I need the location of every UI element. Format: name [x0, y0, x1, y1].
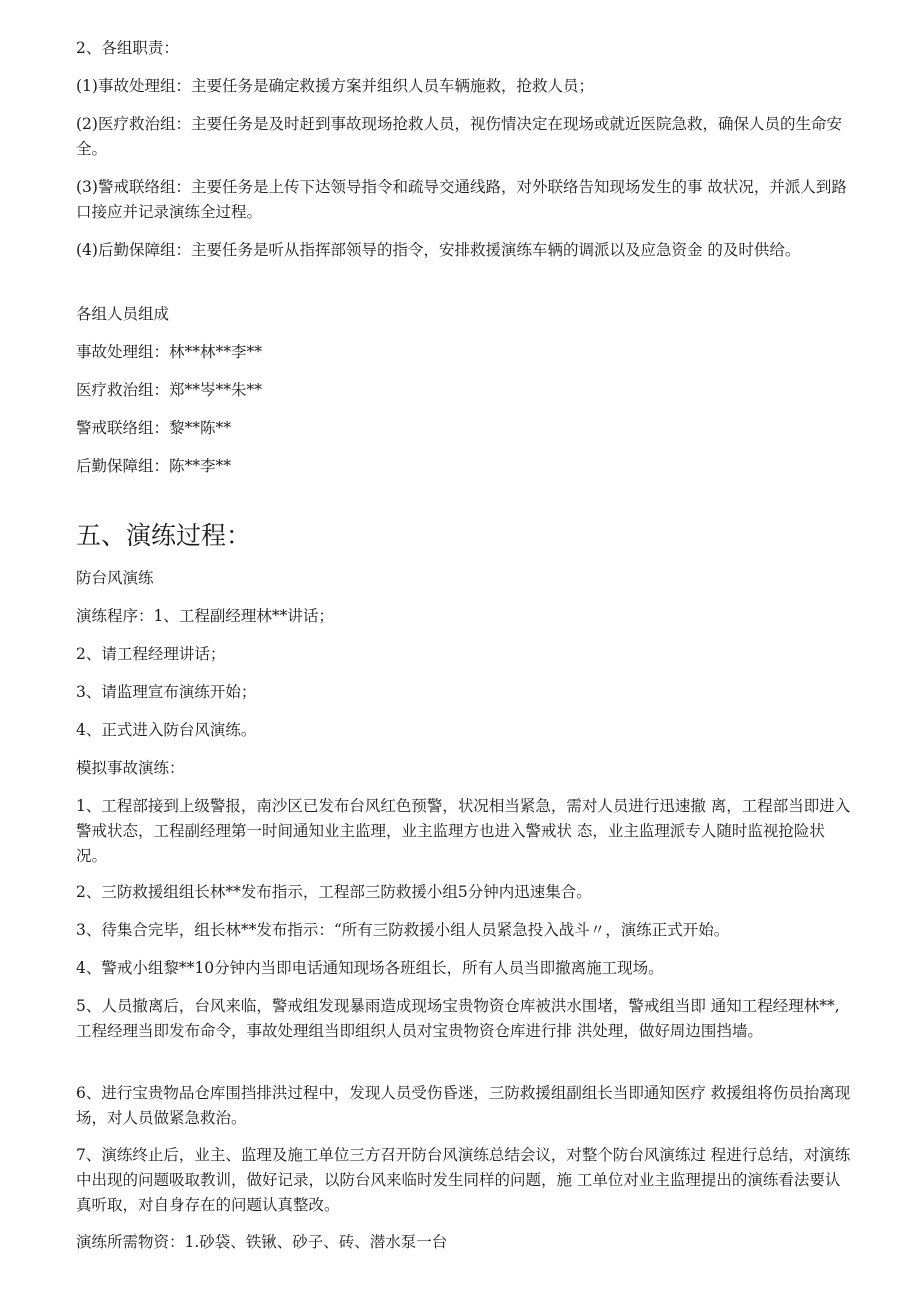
drill-title: 防台风演练 — [76, 569, 154, 587]
simulation-step-1: 1、工程部接到上级警报，南沙区已发布台风红色预警，状况相当紧急，需对人员进行迅速撤 离，工程部当即进入警戒状态，工程副经理第一时间通知业主监理，业主监理方也进入警戒状 态，业主监理派专人随时监视抢险状况。 — [76, 797, 851, 865]
members-security-group: 警戒联络组：黎**陈** — [76, 419, 232, 437]
simulation-step-3: 3、待集合完毕，组长林**发布指示：“所有三防救援小组人员紧急投入战斗〃，演练正式开始。 — [76, 921, 730, 939]
drill-step-2: 2、请工程经理讲话； — [76, 645, 226, 663]
duty-accident-group: (1)事故处理组：主要任务是确定救援方案并组织人员车辆施救，抢救人员； — [76, 77, 594, 95]
members-accident-group: 事故处理组：林**林**李** — [76, 343, 263, 361]
drill-materials: 演练所需物资：1.砂袋、铁锹、砂子、砖、潜水泵一台 — [76, 1233, 448, 1251]
members-heading: 各组人员组成 — [76, 305, 170, 323]
section-heading: 五、演练过程： — [76, 521, 252, 550]
simulation-heading: 模拟事故演练： — [76, 759, 185, 777]
simulation-step-2: 2、三防救援组组长林**发布指示，工程部三防救援小组5分钟内迅速集合。 — [76, 883, 592, 901]
drill-step-3: 3、请监理宣布演练开始； — [76, 683, 257, 701]
simulation-step-4: 4、警戒小组黎**10分钟内当即电话通知现场各班组长，所有人员当即撤离施工现场。 — [76, 959, 664, 977]
simulation-step-7: 7、演练终止后，业主、监理及施工单位三方召开防台风演练总结会议，对整个防台风演练过 程进行总结，对演练中出现的问题吸取教训，做好记录，以防台风来临时发生同样的问题，施 工单位对业主监理提出的演练看法要认真听取，对自身存在的问题认真整改。 — [76, 1146, 851, 1214]
members-logistics-group: 后勤保障组：陈**李** — [76, 457, 232, 475]
drill-step-1: 演练程序：1、工程副经理林**讲话； — [76, 607, 334, 625]
duty-logistics-group: (4)后勤保障组：主要任务是听从指挥部领导的指令，安排救援演练车辆的调派以及应急资金 的及时供给。 — [76, 241, 801, 259]
drill-step-4: 4、正式进入防台风演练。 — [76, 721, 257, 739]
duties-heading: 2、各组职责： — [76, 39, 179, 57]
simulation-step-5: 5、人员撤离后，台风来临，警戒组发现暴雨造成现场宝贵物资仓库被洪水围堵，警戒组当即 通知工程经理林**, 工程经理当即发布命令，事故处理组当即组织人员对宝贵物资仓库进行排 洪处理，做好周边围挡墙。 — [76, 997, 840, 1040]
simulation-step-6: 6、进行宝贵物品仓库围挡排洪过程中，发现人员受伤昏迷，三防救援组副组长当即通知医疗 救援组将伤员抬离现场，对人员做紧急救治。 — [76, 1084, 851, 1127]
duty-medical-group: (2)医疗救治组：主要任务是及时赶到事故现场抢救人员，视伤情决定在现场或就近医院急救，确保人员的生命安全。 — [76, 115, 842, 158]
duty-security-group: (3)警戒联络组：主要任务是上传下达领导指令和疏导交通线路，对外联络告知现场发生的事 故状况，并派人到路口接应并记录演练全过程。 — [76, 178, 847, 221]
members-medical-group: 医疗救治组：郑**岑**朱** — [76, 381, 263, 399]
